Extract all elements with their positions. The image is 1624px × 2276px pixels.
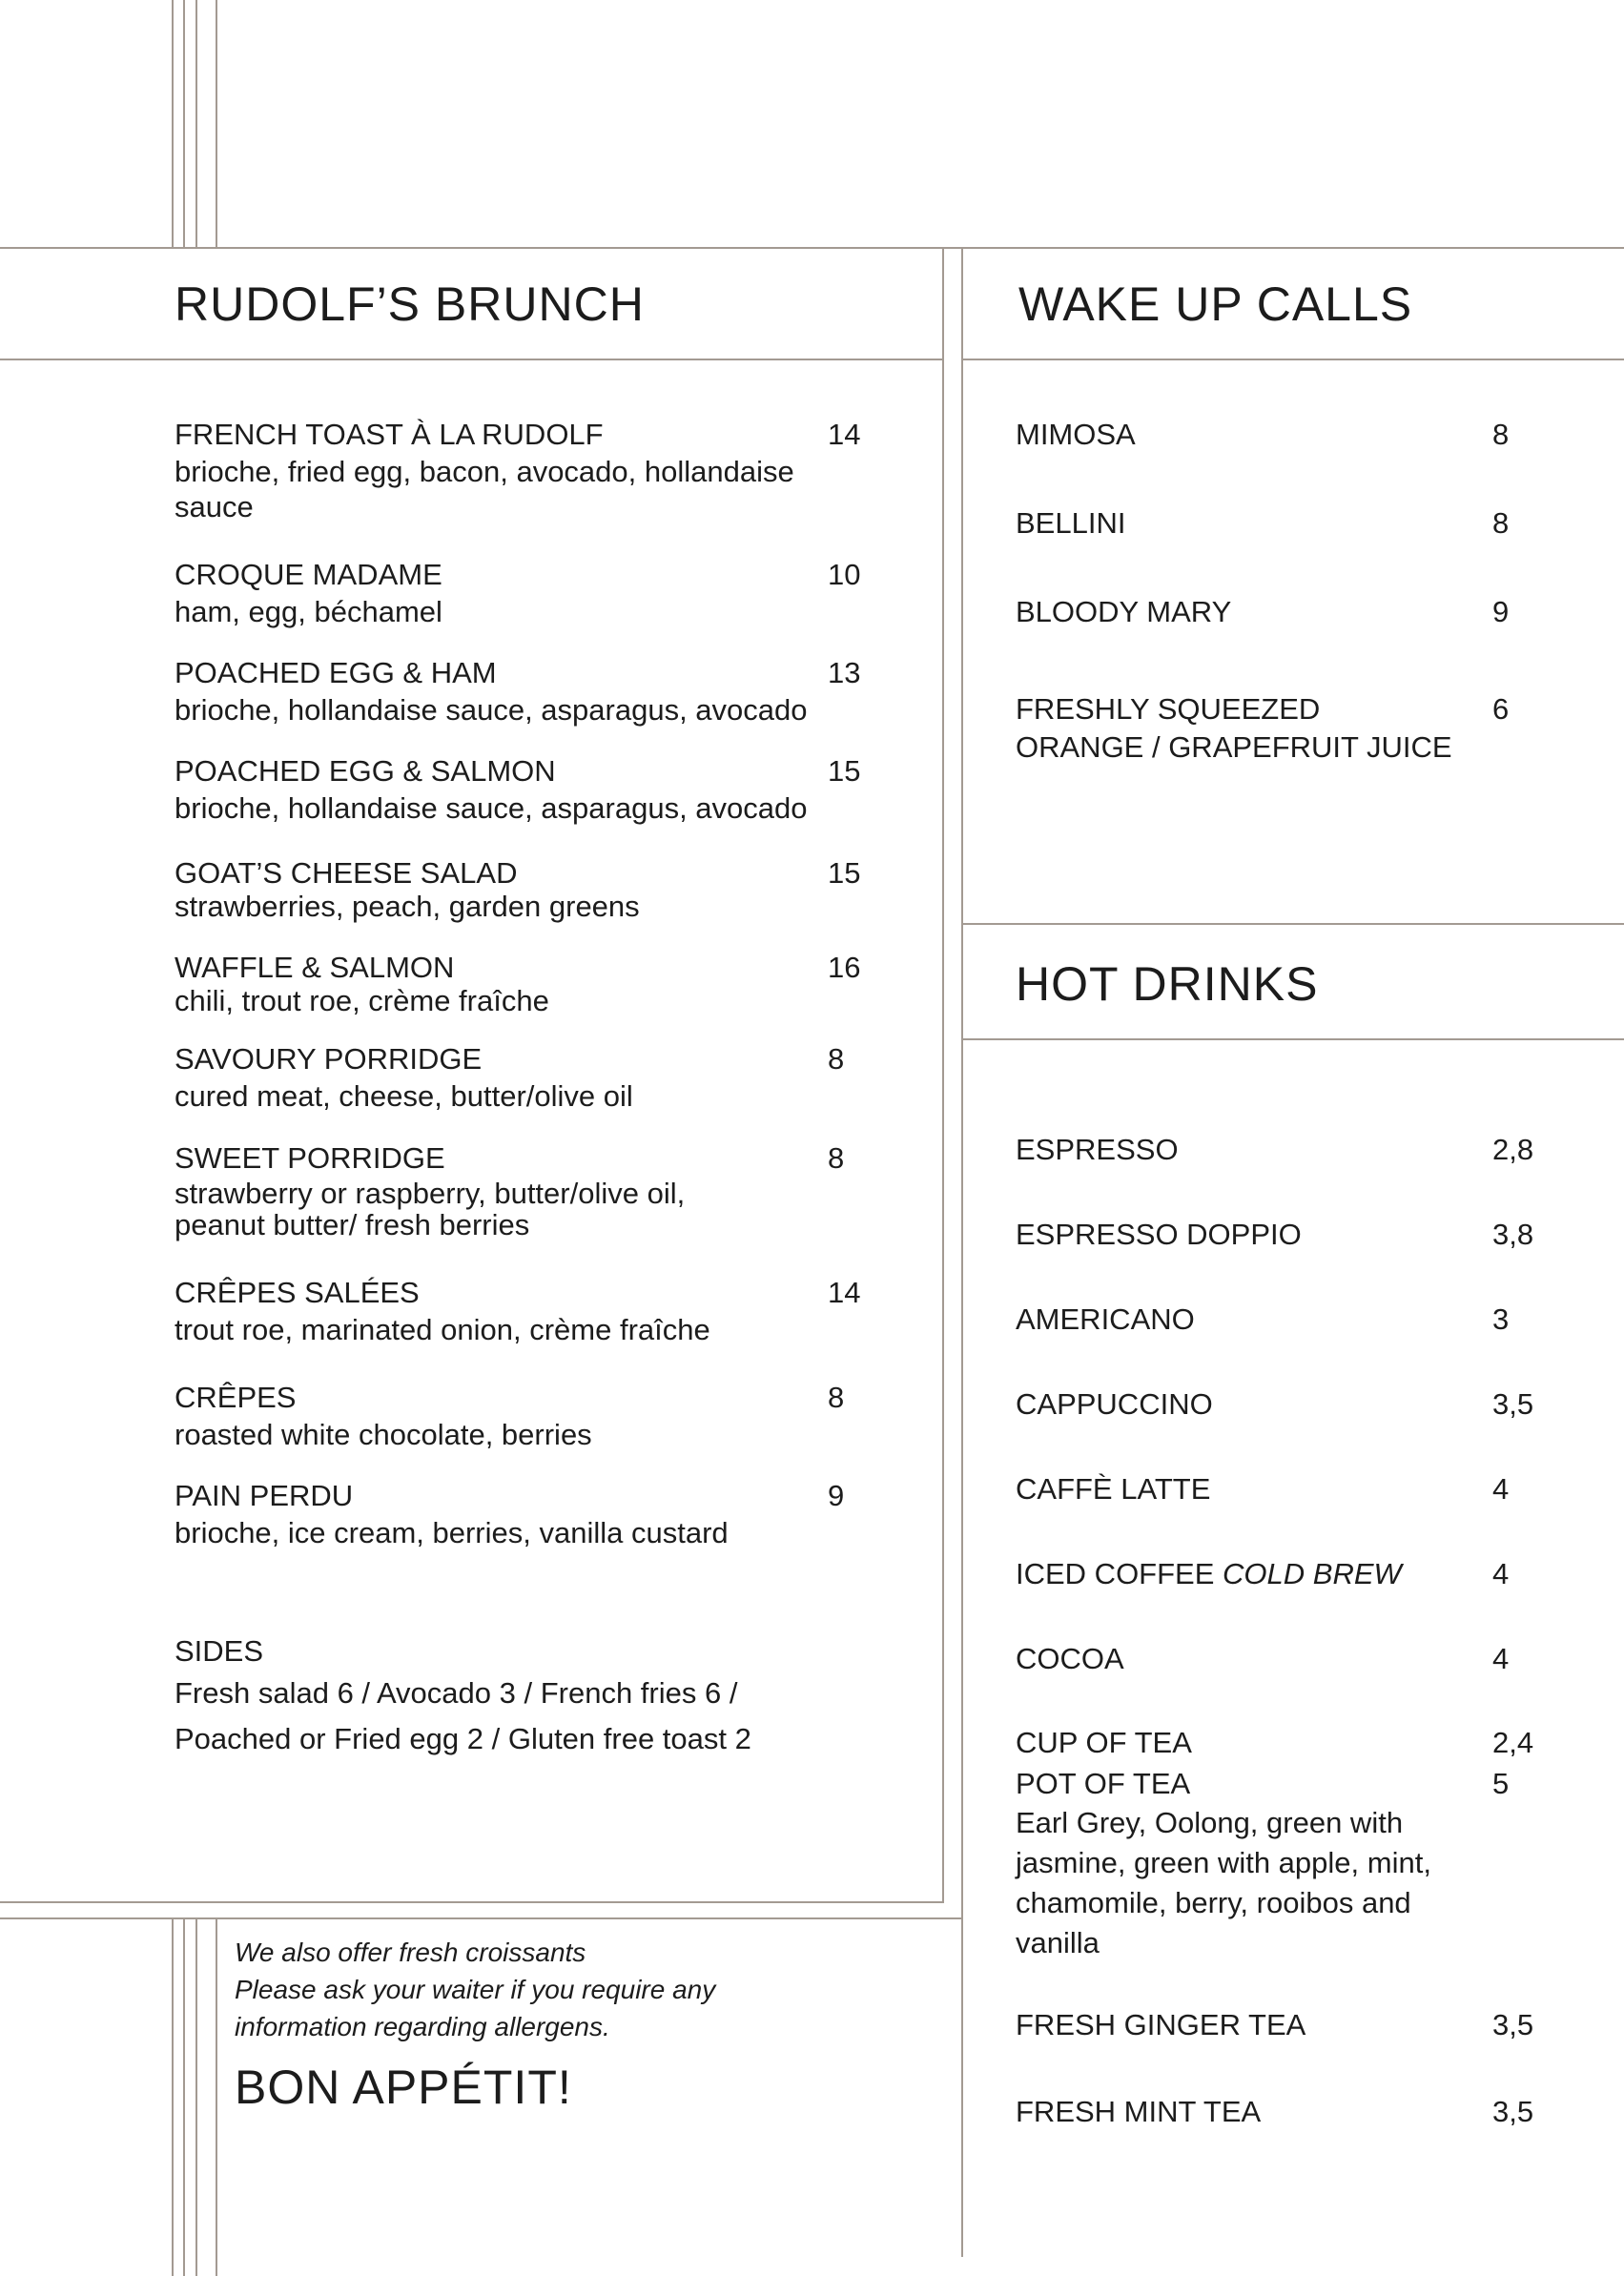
- drink-item: [1016, 1216, 1550, 1254]
- drink-price: 2,4: [1492, 1726, 1534, 1759]
- divider-top: [0, 247, 1624, 249]
- item-description: strawberries, peach, garden greens: [175, 890, 640, 923]
- drink-name: FRESH MINT TEA: [1016, 2095, 1262, 2128]
- drink-item: [1016, 416, 1550, 454]
- deco-bottom-4: [216, 1918, 217, 2276]
- item-description: brioche, hollandaise sauce, asparagus, avocado: [175, 791, 808, 825]
- sides-line-2: Poached or Fried egg 2 / Gluten free toast 2: [175, 1722, 751, 1755]
- brunch-title: RUDOLF’S BRUNCH: [175, 277, 645, 331]
- drink-name: POT OF TEA: [1016, 1767, 1191, 1800]
- drink-price: 5: [1492, 1767, 1510, 1800]
- wakeup-title: WAKE UP CALLS: [1018, 277, 1413, 331]
- item-description: roasted white chocolate, berries: [175, 1418, 592, 1451]
- drink-name: FRESH GINGER TEA: [1016, 2008, 1306, 2041]
- item-name: SWEET PORRIDGE: [175, 1141, 445, 1175]
- drink-item: [1016, 2006, 1550, 2044]
- item-price: 16: [828, 951, 861, 984]
- drink-item: [1016, 1765, 1550, 1963]
- drink-item: [1016, 2093, 1550, 2131]
- drink-item: [1016, 690, 1550, 767]
- drink-name-italic: COLD BREW: [1223, 1557, 1402, 1590]
- menu-item: [175, 949, 880, 1015]
- hot-drinks-title: HOT DRINKS: [1016, 957, 1319, 1011]
- item-description: brioche, ice cream, berries, vanilla custard: [175, 1516, 729, 1549]
- deco-bottom-1: [172, 1918, 174, 2276]
- deco-top-3: [195, 0, 197, 248]
- drink-name: CAPPUCCINO: [1016, 1387, 1213, 1421]
- divider-bottom-2: [0, 1917, 961, 1919]
- item-description: strawberry or raspberry, butter/olive oil, peanut butter/ fresh berries: [175, 1177, 686, 1241]
- drink-price: 4: [1492, 1642, 1510, 1675]
- drink-name: ESPRESSO: [1016, 1133, 1179, 1166]
- note-line-2: Please ask your waiter if you require any: [235, 1975, 716, 2004]
- drink-item: [1016, 593, 1550, 631]
- item-name: CROQUE MADAME: [175, 558, 442, 591]
- item-price: 8: [828, 1141, 845, 1175]
- drink-name: BLOODY MARY: [1016, 595, 1232, 628]
- drink-price: 3,8: [1492, 1218, 1534, 1251]
- item-description: cured meat, cheese, butter/olive oil: [175, 1079, 633, 1113]
- item-description: brioche, fried egg, bacon, avocado, hollandaise sauce: [175, 455, 794, 523]
- drink-price: 2,8: [1492, 1133, 1534, 1166]
- item-price: 8: [828, 1381, 845, 1414]
- drink-item: [1016, 1724, 1550, 1762]
- drink-name-line-2: ORANGE / GRAPEFRUIT JUICE: [1016, 730, 1452, 764]
- sides-section: [175, 1632, 842, 1762]
- item-name: FRENCH TOAST À LA RUDOLF: [175, 418, 604, 451]
- note-line-3: information regarding allergens.: [235, 2012, 610, 2041]
- closing-text: BON APPÉTIT!: [235, 2061, 572, 2114]
- item-name: CRÊPES: [175, 1381, 297, 1414]
- drink-item: [1016, 504, 1550, 543]
- note-line-1: We also offer fresh croissants: [235, 1938, 586, 1967]
- allergen-note: [235, 1934, 769, 2045]
- drink-price: 4: [1492, 1557, 1510, 1590]
- item-price: 8: [828, 1042, 845, 1076]
- divider-bottom-1: [0, 1901, 944, 1903]
- item-price: 13: [828, 656, 861, 689]
- menu-item: [175, 1040, 880, 1114]
- item-name: CRÊPES SALÉES: [175, 1276, 420, 1309]
- drink-name: COCOA: [1016, 1642, 1124, 1675]
- item-price: 15: [828, 856, 861, 890]
- divider-brunch-title: [0, 359, 942, 360]
- drink-price: 3: [1492, 1302, 1510, 1336]
- item-price: 14: [828, 418, 861, 451]
- drink-item: [1016, 1131, 1550, 1169]
- menu-item: [175, 556, 880, 629]
- drink-price: 6: [1492, 692, 1510, 726]
- item-name: GOAT’S CHEESE SALAD: [175, 856, 518, 890]
- item-price: 10: [828, 558, 861, 591]
- menu-item: [175, 1139, 880, 1241]
- drink-item: [1016, 1470, 1550, 1508]
- divider-hot-title: [961, 1038, 1624, 1040]
- deco-bottom-2: [183, 1918, 185, 2276]
- drink-price: 9: [1492, 595, 1510, 628]
- drink-name: FRESHLY SQUEEZED: [1016, 692, 1321, 726]
- menu-item: [175, 416, 880, 524]
- item-description: ham, egg, béchamel: [175, 595, 442, 628]
- item-price: 14: [828, 1276, 861, 1309]
- deco-top-2: [183, 0, 185, 248]
- drink-name: ESPRESSO DOPPIO: [1016, 1218, 1302, 1251]
- drink-name: MIMOSA: [1016, 418, 1136, 451]
- drink-item: [1016, 1640, 1550, 1678]
- drink-name: CUP OF TEA: [1016, 1726, 1192, 1759]
- drink-item: [1016, 1301, 1550, 1339]
- divider-col-2: [961, 247, 963, 2257]
- drink-price: 3,5: [1492, 2095, 1534, 2128]
- item-price: 15: [828, 754, 861, 788]
- menu-item: [175, 752, 880, 826]
- drink-price: 8: [1492, 506, 1510, 540]
- menu-item: [175, 654, 880, 728]
- drink-price: 3,5: [1492, 1387, 1534, 1421]
- drink-price: 4: [1492, 1472, 1510, 1506]
- sides-line-1: Fresh salad 6 / Avocado 3 / French fries 6 /: [175, 1676, 738, 1710]
- item-description: chili, trout roe, crème fraîche: [175, 984, 549, 1017]
- item-name: POACHED EGG & HAM: [175, 656, 497, 689]
- divider-wakeup-title: [961, 359, 1624, 360]
- drink-item: [1016, 1385, 1550, 1424]
- deco-top-1: [172, 0, 174, 248]
- drink-name: CAFFÈ LATTE: [1016, 1472, 1211, 1506]
- divider-hot-top: [961, 923, 1624, 925]
- item-name: PAIN PERDU: [175, 1479, 354, 1512]
- drink-price: 8: [1492, 418, 1510, 451]
- item-name: WAFFLE & SALMON: [175, 951, 455, 984]
- item-price: 9: [828, 1479, 845, 1512]
- drink-item: [1016, 1555, 1550, 1593]
- drink-name: BELLINI: [1016, 506, 1126, 540]
- menu-item: [175, 854, 880, 921]
- drink-price: 3,5: [1492, 2008, 1534, 2041]
- deco-bottom-3: [195, 1918, 197, 2276]
- drink-name: ICED COFFEE: [1016, 1557, 1215, 1590]
- menu-item: [175, 1379, 880, 1452]
- drink-name: AMERICANO: [1016, 1302, 1195, 1336]
- deco-top-4: [216, 0, 217, 248]
- item-name: POACHED EGG & SALMON: [175, 754, 556, 788]
- item-name: SAVOURY PORRIDGE: [175, 1042, 483, 1076]
- divider-col-1: [942, 247, 944, 1903]
- item-description: brioche, hollandaise sauce, asparagus, avocado: [175, 693, 808, 727]
- menu-item: [175, 1274, 880, 1347]
- sides-title: SIDES: [175, 1634, 264, 1668]
- drink-name-row: [1016, 1555, 1550, 1593]
- drink-description: Earl Grey, Oolong, green with jasmine, green with apple, mint, chamomile, berry, rooibos and vanilla: [1016, 1806, 1431, 1959]
- menu-item: [175, 1477, 880, 1550]
- item-description: trout roe, marinated onion, crème fraîche: [175, 1313, 710, 1346]
